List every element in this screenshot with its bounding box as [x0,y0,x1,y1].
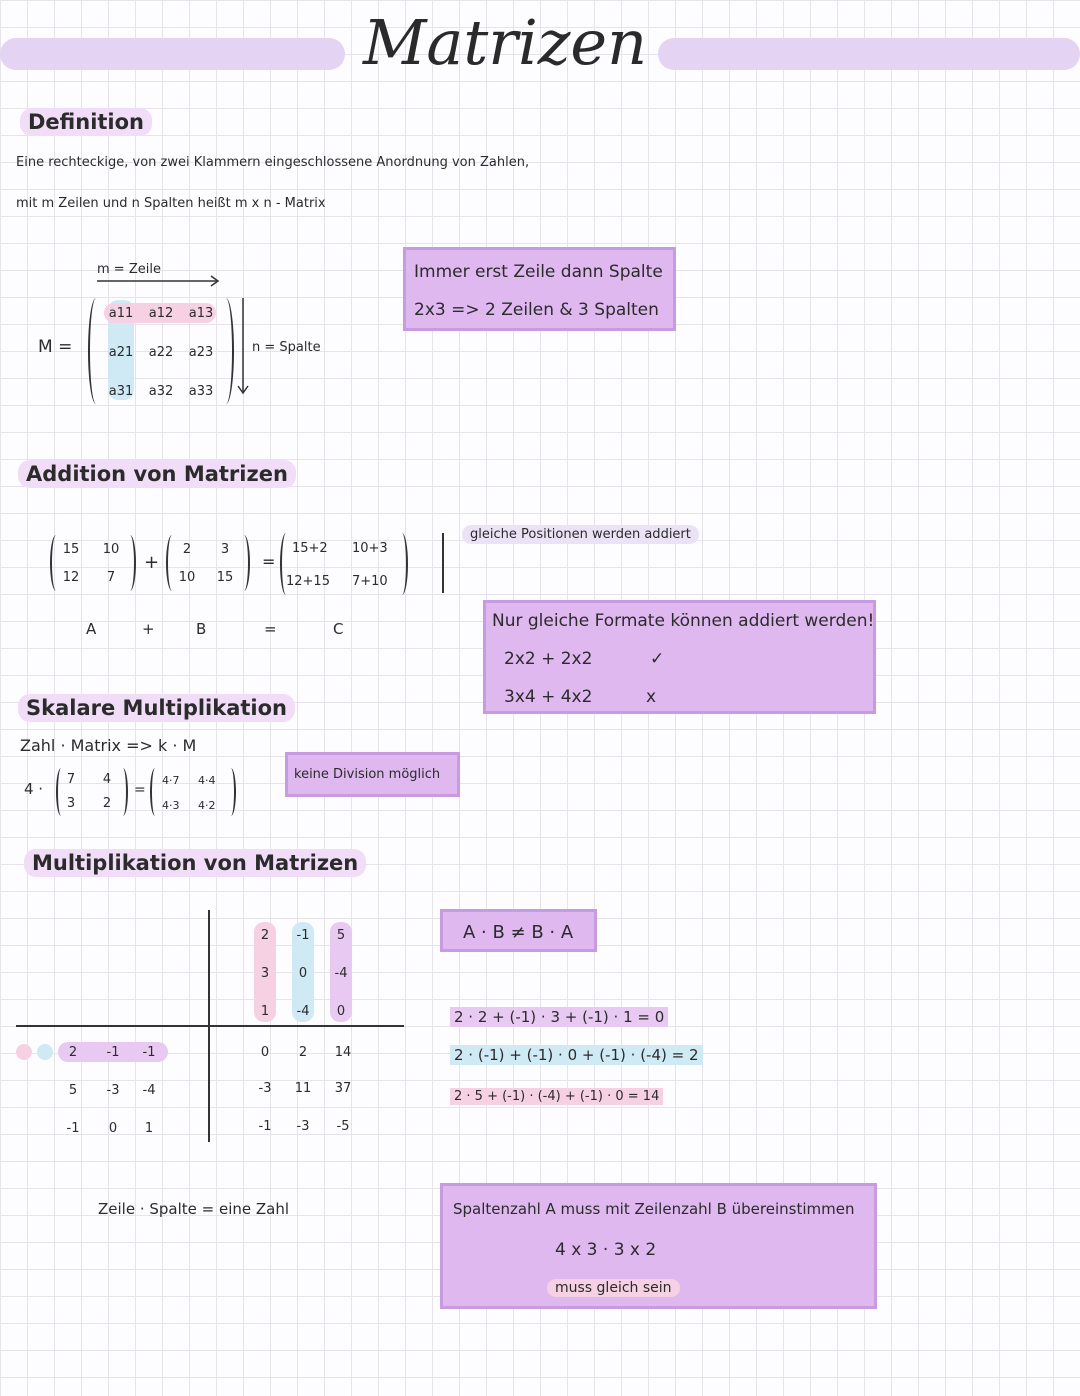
falk-horizontal-line [16,1025,404,1027]
top-matrix-cell: 1 [260,1004,270,1019]
scalar-factor: 4 · [24,780,44,798]
definition-line2: mit m Zeilen und n Spalten heißt m x n - Matrix [16,196,326,211]
addition-divider [442,533,444,593]
compatibility-line2: 4 x 3 · 3 x 2 [555,1240,657,1260]
compatibility-line1: Spaltenzahl A muss mit Zeilenzahl B übereinstimmen [453,1200,855,1218]
addition-a-cell: 10 [102,542,120,557]
top-matrix-cell: 2 [260,928,270,943]
matrix-m-cell: a13 [188,306,214,321]
calc-line3: 2 · 5 + (-1) · (-4) + (-1) · 0 = 14 [450,1086,663,1104]
note-order-line2: 2x3 => 2 Zeilen & 3 Spalten [414,300,659,320]
left-matrix-cell: 5 [68,1083,78,1098]
blue-dot [37,1044,53,1060]
addition-a-cell: 12 [62,570,80,585]
scalar-note: keine Division möglich [294,767,441,782]
title-bar-left [0,38,345,70]
addition-label-a: A [86,620,97,638]
left-matrix-cell: -3 [106,1083,120,1098]
left-matrix-cell: 0 [108,1121,118,1136]
top-matrix-cell: 3 [260,966,270,981]
addition-label-b: B [196,620,207,638]
matrix-m-cell: a23 [188,345,214,360]
addition-box-line3: 3x4 + 4x2 [504,687,593,707]
noncommutative-text: A · B ≠ B · A [463,922,574,943]
column-arrow [236,296,250,400]
scalar-m-cell: 3 [66,796,76,811]
top-matrix-cell: -4 [334,966,348,981]
note-order-line1: Immer erst Zeile dann Spalte [414,262,663,282]
definition-heading: Definition [20,110,152,134]
left-matrix-cell: -1 [142,1045,156,1060]
addition-b-cell: 15 [216,570,234,585]
scalar-r-left-paren [150,768,160,816]
addition-plus: + [144,552,160,573]
scalar-subtitle: Zahl · Matrix => k · M [20,736,197,755]
top-matrix-cell: -1 [296,928,310,943]
top-matrix-cell: 5 [336,928,346,943]
matrix-m-cell: a21 [108,345,134,360]
scalar-r-cell: 4·2 [198,799,216,812]
addition-equals: = [262,552,276,571]
scalar-heading: Skalare Multiplikation [18,696,295,720]
matrix-m-cell: a33 [188,384,214,399]
scalar-r-cell: 4·4 [198,774,216,787]
scalar-equals: = [134,782,146,798]
addition-a-cell: 7 [106,570,116,585]
result-matrix-cell: 37 [334,1081,352,1096]
matrix-m-cell: a32 [148,384,174,399]
scalar-m-cell: 2 [102,796,112,811]
multiplication-heading: Multiplikation von Matrizen [24,851,366,875]
result-matrix-cell: 11 [294,1081,312,1096]
addition-c-cell: 7+10 [352,574,388,589]
cross-icon: x [646,687,657,707]
addition-b-cell: 3 [220,542,230,557]
matrix-m-label: M = [38,337,73,357]
result-matrix-cell: -1 [258,1119,272,1134]
page-title: Matrizen [362,6,648,79]
top-matrix-cell: 0 [336,1004,346,1019]
title-bar-right [658,38,1080,70]
multiplication-caption: Zeile · Spalte = eine Zahl [98,1200,290,1218]
scalar-r-cell: 4·3 [162,799,180,812]
left-matrix-cell: -1 [66,1121,80,1136]
addition-label-c: C [333,620,344,638]
matrix-m-left-paren [88,298,104,404]
addition-b-cell: 2 [182,542,192,557]
addition-box-line2: 2x2 + 2x2 [504,649,593,669]
addition-c-cell: 12+15 [286,574,330,589]
matrix-m-cell: a31 [108,384,134,399]
left-matrix-cell: -1 [106,1045,120,1060]
addition-b-cell: 10 [178,570,196,585]
result-matrix-cell: -3 [296,1119,310,1134]
scalar-note-box [285,752,460,797]
row-arrow [95,275,225,287]
addition-box-line1: Nur gleiche Formate können addiert werden! [492,611,875,631]
addition-format-box [483,600,876,714]
result-matrix-cell: 14 [334,1045,352,1060]
left-matrix-cell: 1 [144,1121,154,1136]
addition-c-cell: 15+2 [292,541,328,556]
result-matrix-cell: -3 [258,1081,272,1096]
matrix-m-cell: a11 [108,306,134,321]
addition-heading: Addition von Matrizen [18,462,296,486]
matrix-m-cell: a22 [148,345,174,360]
result-matrix-cell: 2 [298,1045,308,1060]
addition-label-equals: = [264,620,277,638]
addition-c-cell: 10+3 [352,541,388,556]
addition-c-right-paren [396,533,408,595]
left-matrix-cell: -4 [142,1083,156,1098]
scalar-r-cell: 4·7 [162,774,180,787]
definition-line1: Eine rechteckige, von zwei Klammern eingeschlossene Anordnung von Zahlen, [16,155,530,170]
left-matrix-cell: 2 [68,1045,78,1060]
calc-line1: 2 · 2 + (-1) · 3 + (-1) · 1 = 0 [450,1008,668,1026]
top-matrix-cell: 0 [298,966,308,981]
note-order-box [403,247,676,331]
matrix-m-right-paren [218,298,234,404]
top-matrix-cell: -4 [296,1004,310,1019]
scalar-r-right-paren [226,768,236,816]
row-label: m = Zeile [97,262,161,277]
addition-a-cell: 15 [62,542,80,557]
check-icon: ✓ [650,649,665,669]
result-matrix-cell: 0 [260,1045,270,1060]
col-label: n = Spalte [252,340,321,355]
scalar-m-cell: 4 [102,772,112,787]
pink-dot [16,1044,32,1060]
noncommutative-box [440,909,597,952]
matrix-m-cell: a12 [148,306,174,321]
addition-label-plus: + [142,620,155,638]
addition-note: gleiche Positionen werden addiert [462,527,699,542]
compatibility-box [440,1183,877,1309]
scalar-m-cell: 7 [66,772,76,787]
result-matrix-cell: -5 [336,1119,350,1134]
compatibility-line3: muss gleich sein [547,1280,680,1296]
calc-line2: 2 · (-1) + (-1) · 0 + (-1) · (-4) = 2 [450,1046,703,1064]
